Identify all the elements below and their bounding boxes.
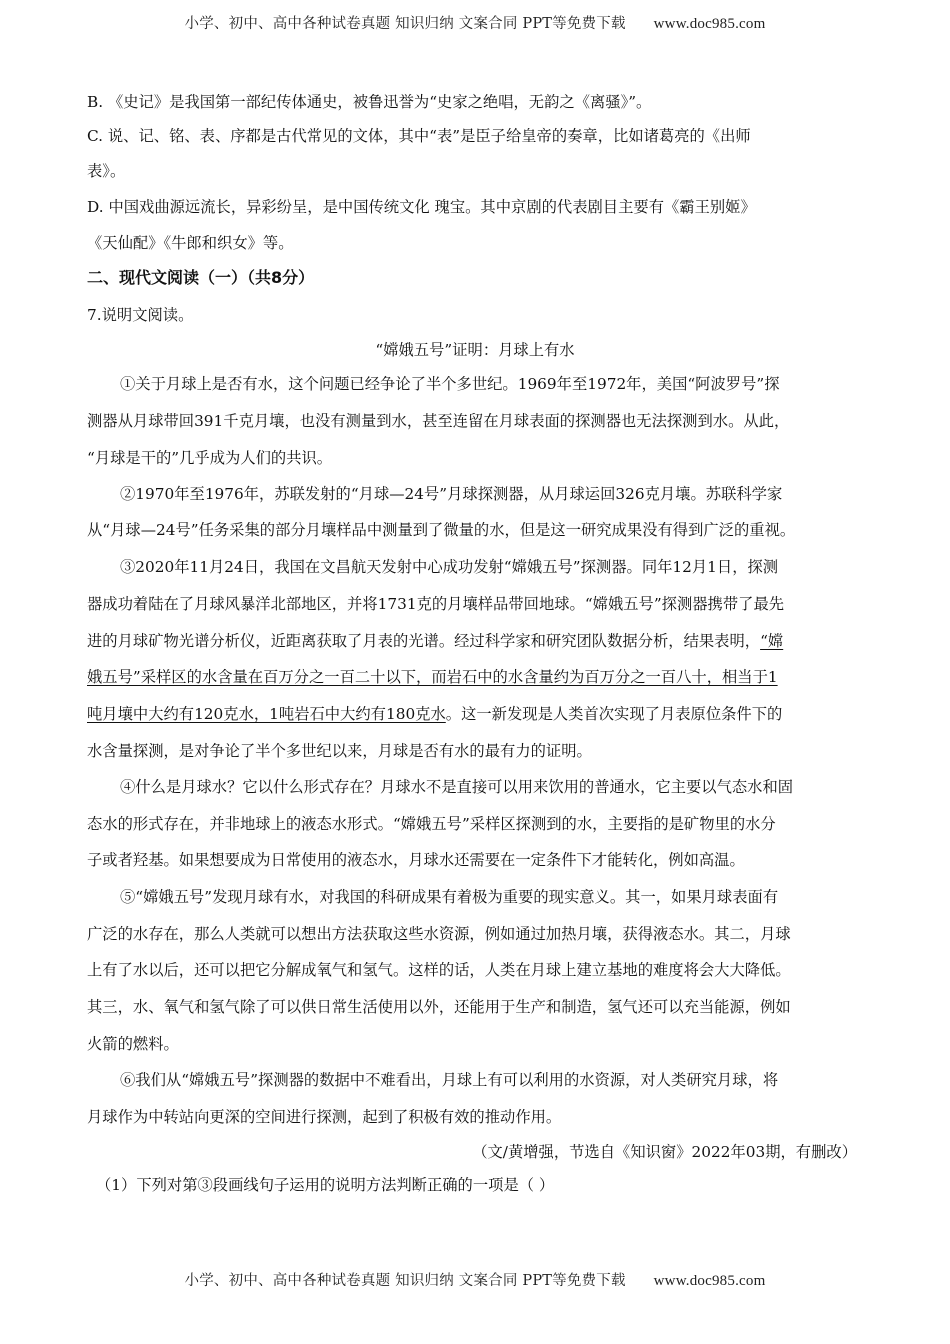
paragraph-3-line-3 [87, 631, 862, 651]
paragraph-3-line-4 [87, 667, 862, 687]
header-text: 小学、初中、高中各种试卷真题 知识归纳 文案合同 PPT等免费下载 [184, 16, 626, 32]
underlined-sentence-start: “嫦 [760, 632, 784, 650]
paragraph-1-line-2: 测器从月球带回391千克月壤，也没有测量到水，甚至连留在月球表面的探测器也无法探测到水。从此， [87, 412, 790, 430]
paragraph-1-line-3: “月球是干的”几乎成为人们的共识。 [87, 449, 333, 467]
option-c-line-2: 表》。 [87, 162, 126, 180]
paragraph-6-line-2: 月球作为中转站向更深的空间进行探测，起到了积极有效的推动作用。 [87, 1108, 562, 1126]
paragraph-3-line-5-text: 。这一新发现是人类首次实现了月表原位条件下的 [445, 705, 783, 723]
paragraph-5-line-4: 其三，水、氧气和氢气除了可以供日常生活使用以外，还能用于生产和制造，氢气还可以充当能源，例如 [87, 998, 791, 1016]
option-d-line-1: D. 中国戏曲源远流长，异彩纷呈，是中国传统文化 瑰宝。其中京剧的代表剧目主要有《霸王别姬》 [87, 198, 756, 216]
header-site-link[interactable]: www.doc985.com [653, 16, 766, 32]
page-header [0, 12, 950, 33]
paragraph-3-line-1: ③2020年11月24日，我国在文昌航天发射中心成功发射“嫦娥五号”探测器。同年12月1日，探测 [120, 558, 779, 576]
footer-text: 小学、初中、高中各种试卷真题 知识归纳 文案合同 PPT等免费下载 [184, 1273, 626, 1289]
paragraph-3-line-6: 水含量探测，是对争论了半个多世纪以来，月球是否有水的最有力的证明。 [87, 742, 592, 760]
option-d-line-2: 《天仙配》《牛郎和织女》等。 [87, 234, 294, 252]
paragraph-3-line-3-text: 进的月球矿物光谱分析仪，近距离获取了月表的光谱。经过科学家和研究团队数据分析，结果表明， [87, 632, 761, 650]
underlined-sentence-end: 吨月壤中大约有120克水，1吨岩石中大约有180克水 [87, 705, 446, 723]
section-title: 二、现代文阅读（一）（共8分） [87, 268, 315, 287]
option-c-line-1: C. 说、记、铭、表、序都是古代常见的文体，其中“表”是臣子给皇帝的奏章，比如诸葛亮的《出师 [87, 127, 751, 145]
footer-site-link[interactable]: www.doc985.com [653, 1273, 766, 1289]
paragraph-5-line-2: 广泛的水存在，那么人类就可以想出方法获取这些水资源，例如通过加热月壤，获得液态水。其二，月球 [87, 925, 791, 943]
article-title: “嫦娥五号”证明：月球上有水 [375, 341, 575, 359]
underlined-sentence-middle: 娥五号”采样区的水含量在百万分之一百二十以下，而岩石中的水含量约为百万分之一百八十，相当于1 [87, 668, 778, 686]
article-source: （文/黄增强，节选自《知识窗》2022年03期，有删改） [472, 1143, 857, 1161]
paragraph-5-line-1: ⑤“嫦娥五号”发现月球有水，对我国的科研成果有着极为重要的现实意义。其一，如果月球表面有 [120, 888, 779, 906]
paragraph-4-line-2: 态水的形式存在，并非地球上的液态水形式。“嫦娥五号”采样区探测到的水，主要指的是矿物里的水分 [87, 815, 776, 833]
paragraph-4-line-1: ④什么是月球水？它以什么形式存在？月球水不是直接可以用来饮用的普通水，它主要以气态水和固 [120, 778, 794, 796]
paragraph-4-line-3: 子或者羟基。如果想要成为日常使用的液态水，月球水还需要在一定条件下才能转化，例如高温。 [87, 851, 745, 869]
paragraph-3-line-5 [87, 704, 862, 724]
subquestion-1: （1）下列对第③段画线句子运用的说明方法判断正确的一项是（ ） [96, 1176, 555, 1194]
paragraph-3-line-2: 器成功着陆在了月球风暴洋北部地区，并将1731克的月壤样品带回地球。“嫦娥五号”探测器携带了最先 [87, 595, 785, 613]
option-b: B. 《史记》是我国第一部纪传体通史，被鲁迅誉为“史家之绝唱，无韵之《离骚》”。 [87, 93, 652, 111]
paragraph-1-line-1: ①关于月球上是否有水，这个问题已经争论了半个多世纪。1969年至1972年，美国“阿波罗号”探 [120, 375, 780, 393]
paragraph-2-line-2: 从“月球—24号”任务采集的部分月壤样品中测量到了微量的水，但是这一研究成果没有得到广泛的重视。 [87, 521, 796, 539]
paragraph-2-line-1: ②1970年至1976年，苏联发射的“月球—24号”月球探测器，从月球运回326克月壤。苏联科学家 [120, 485, 783, 503]
paragraph-5-line-3: 上有了水以后，还可以把它分解成氧气和氢气。这样的话，人类在月球上建立基地的难度将会大大降低。 [87, 961, 791, 979]
paragraph-6-line-1: ⑥我们从“嫦娥五号”探测器的数据中不难看出，月球上有可以利用的水资源，对人类研究月球，将 [120, 1071, 779, 1089]
page-footer [0, 1269, 950, 1290]
question-label: 7.说明文阅读。 [87, 306, 194, 324]
paragraph-5-line-5: 火箭的燃料。 [87, 1035, 179, 1053]
